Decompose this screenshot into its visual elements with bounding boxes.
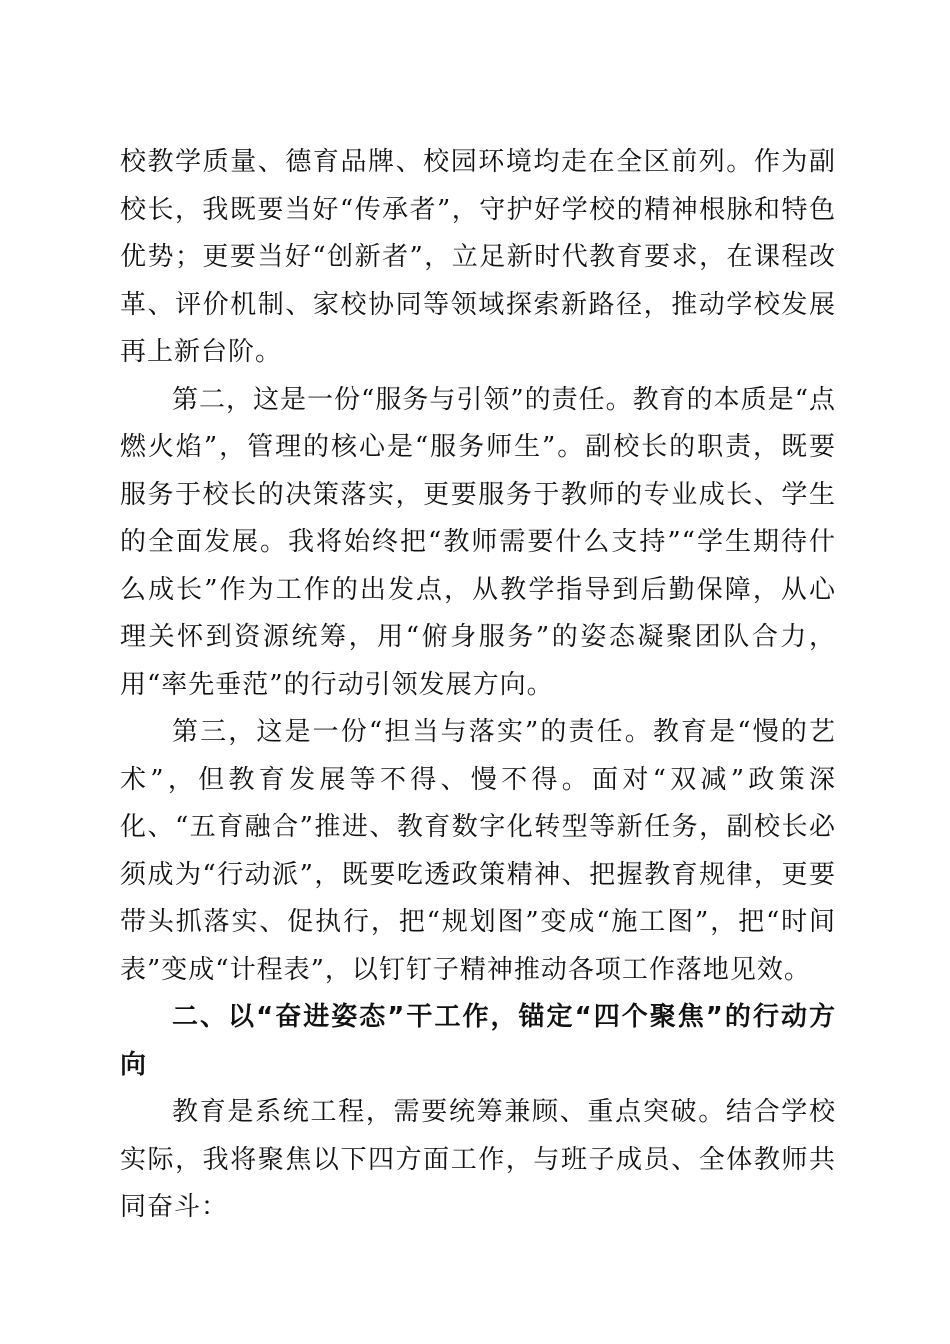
paragraph-continuation: 校教学质量、德育品牌、校园环境均走在全区前列。作为副校长，我既要当好“传承者”，守护好学校的精神根脉和特色优势；更要当好“创新者”，立足新时代教育要求，在课程改革、评价机制、家校协同等领域探索新路径，推动学校发展再上新台阶。 — [120, 147, 836, 367]
document-body — [120, 139, 836, 1232]
paragraph-third-responsibility: 第三，这是一份“担当与落实”的责任。教育是“慢的艺术”，但教育发展等不得、慢不得。面对“双减”政策深化、“五育融合”推进、教育数字化转型等新任务，副校长必须成为“行动派”，既要吃透政策精神、把握教育规律，更要带头抓落实、促执行，把“规划图”变成“施工图”，把“时间表”变成“计程表”，以钉钉子精神推动各项工作落地见效。 — [120, 717, 836, 985]
section-heading-two: 二、以“奋进姿态”干工作，锚定“四个聚焦”的行动方向 — [120, 1002, 836, 1080]
paragraph-section-intro: 教育是系统工程，需要统筹兼顾、重点突破。结合学校实际，我将聚焦以下四方面工作，与班子成员、全体教师共同奋斗： — [120, 1097, 836, 1222]
paragraph-second-responsibility: 第二，这是一份“服务与引领”的责任。教育的本质是“点燃火焰”，管理的核心是“服务师生”。副校长的职责，既要服务于校长的决策落实，更要服务于教师的专业成长、学生的全面发展。我将始终把“教师需要什么支持”“学生期待什么成长”作为工作的出发点，从教学指导到后勤保障，从心理关怀到资源统筹，用“俯身服务”的姿态凝聚团队合力，用“率先垂范”的行动引领发展方向。 — [120, 384, 836, 700]
